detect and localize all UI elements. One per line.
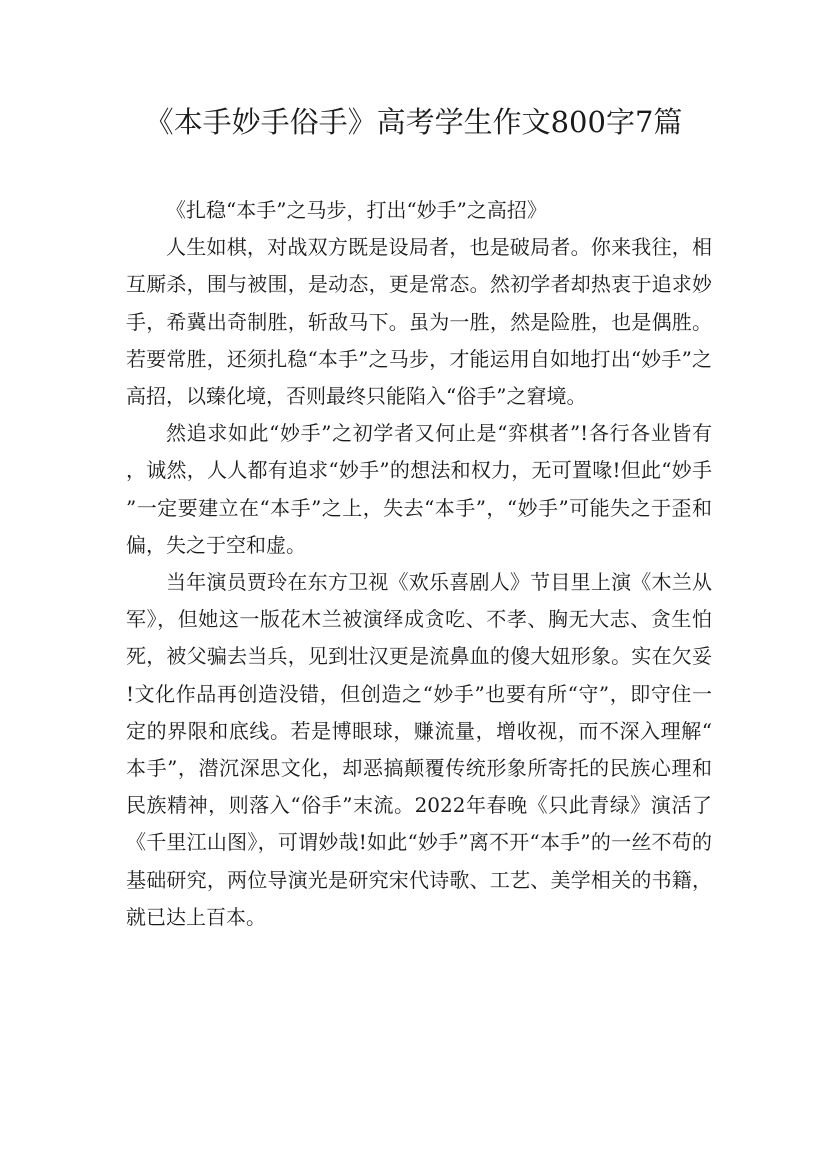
document-body	[126, 192, 712, 936]
paragraph: 然追求如此“妙手”之初学者又何止是“弈棋者”!各行各业皆有，诚然，人人都有追求“妙手”的想法和权力，无可置喙!但此“妙手”一定要建立在“本手”之上，失去“本手”，“妙手”可能失之于歪和偏，失之于空和虚。	[126, 421, 712, 557]
paragraph: 人生如棋，对战双方既是设局者，也是破局者。你来我往，相互厮杀，围与被围，是动态，更是常态。然初学者却热衷于追求妙手，希冀出奇制胜，斩敌马下。虽为一胜，然是险胜，也是偶胜。若要常胜，还须扎稳“本手”之马步，才能运用自如地打出“妙手”之高招，以臻化境，否则最终只能陷入“俗手”之窘境。	[126, 235, 712, 409]
document-title: 《本手妙手俗手》高考学生作文800字7篇	[144, 105, 683, 139]
essay-subtitle: 《扎稳“本手”之马步，打出“妙手”之高招》	[166, 198, 547, 222]
paragraph: 当年演员贾玲在东方卫视《欢乐喜剧人》节目里上演《木兰从军》，但她这一版花木兰被演绎成贪吃、不孝、胸无大志、贪生怕死，被父骗去当兵，见到壮汉更是流鼻血的傻大妞形象。实在欠妥!文化作品再创造没错，但创造之“妙手”也要有所“守”，即守住一定的界限和底线。若是博眼球，赚流量，增收视，而不深入理解“本手”，潜沉深思文化，却恶搞颠覆传统形象所寄托的民族心理和民族精神，则落入“俗手”末流。2022年春晚《只此青绿》演活了《千里江山图》，可谓妙哉!如此“妙手”离不开“本手”的一丝不苟的基础研究，两位导演光是研究宋代诗歌、工艺、美学相关的书籍，就已达上百本。	[126, 570, 712, 929]
